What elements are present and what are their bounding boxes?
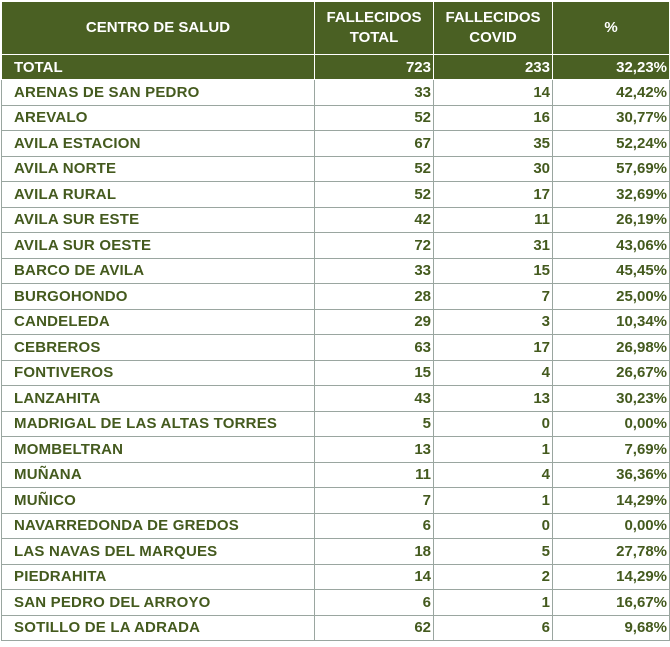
cell-percent: 14,29% bbox=[553, 488, 670, 514]
cell-centro: AVILA SUR ESTE bbox=[2, 207, 315, 233]
cell-centro: MADRIGAL DE LAS ALTAS TORRES bbox=[2, 411, 315, 437]
cell-centro: AVILA RURAL bbox=[2, 182, 315, 208]
cell-fallecidos-covid: 0 bbox=[434, 513, 553, 539]
total-fallecidos-total: 723 bbox=[315, 55, 434, 80]
cell-percent: 30,23% bbox=[553, 386, 670, 412]
table-row bbox=[2, 488, 670, 514]
cell-fallecidos-total: 11 bbox=[315, 462, 434, 488]
total-percent: 32,23% bbox=[553, 55, 670, 80]
table-row bbox=[2, 207, 670, 233]
cell-fallecidos-total: 42 bbox=[315, 207, 434, 233]
header-centro-de-salud: CENTRO DE SALUD bbox=[2, 2, 315, 55]
cell-fallecidos-covid: 14 bbox=[434, 80, 553, 106]
cell-percent: 10,34% bbox=[553, 309, 670, 335]
cell-fallecidos-covid: 31 bbox=[434, 233, 553, 259]
table-row bbox=[2, 309, 670, 335]
table-row bbox=[2, 564, 670, 590]
cell-percent: 16,67% bbox=[553, 590, 670, 616]
cell-percent: 26,19% bbox=[553, 207, 670, 233]
cell-fallecidos-total: 67 bbox=[315, 131, 434, 157]
cell-fallecidos-covid: 35 bbox=[434, 131, 553, 157]
cell-centro: AREVALO bbox=[2, 105, 315, 131]
cell-percent: 0,00% bbox=[553, 513, 670, 539]
cell-fallecidos-covid: 0 bbox=[434, 411, 553, 437]
cell-centro: CEBREROS bbox=[2, 335, 315, 361]
cell-percent: 43,06% bbox=[553, 233, 670, 259]
table-row bbox=[2, 360, 670, 386]
cell-fallecidos-total: 6 bbox=[315, 590, 434, 616]
cell-percent: 25,00% bbox=[553, 284, 670, 310]
cell-centro: MOMBELTRAN bbox=[2, 437, 315, 463]
table-row bbox=[2, 258, 670, 284]
cell-centro: CANDELEDA bbox=[2, 309, 315, 335]
cell-centro: PIEDRAHITA bbox=[2, 564, 315, 590]
total-label: TOTAL bbox=[2, 55, 315, 80]
cell-centro: FONTIVEROS bbox=[2, 360, 315, 386]
cell-fallecidos-total: 7 bbox=[315, 488, 434, 514]
cell-fallecidos-covid: 15 bbox=[434, 258, 553, 284]
cell-fallecidos-total: 52 bbox=[315, 156, 434, 182]
cell-fallecidos-total: 28 bbox=[315, 284, 434, 310]
cell-percent: 7,69% bbox=[553, 437, 670, 463]
cell-centro: BARCO DE AVILA bbox=[2, 258, 315, 284]
table-row bbox=[2, 284, 670, 310]
cell-percent: 0,00% bbox=[553, 411, 670, 437]
cell-fallecidos-total: 52 bbox=[315, 105, 434, 131]
cell-fallecidos-total: 52 bbox=[315, 182, 434, 208]
cell-percent: 26,67% bbox=[553, 360, 670, 386]
cell-centro: LAS NAVAS DEL MARQUES bbox=[2, 539, 315, 565]
table-row bbox=[2, 462, 670, 488]
table-row bbox=[2, 80, 670, 106]
table-row bbox=[2, 437, 670, 463]
cell-centro: BURGOHONDO bbox=[2, 284, 315, 310]
cell-fallecidos-covid: 1 bbox=[434, 437, 553, 463]
cell-fallecidos-covid: 1 bbox=[434, 590, 553, 616]
table-row bbox=[2, 386, 670, 412]
cell-centro: MUÑANA bbox=[2, 462, 315, 488]
cell-percent: 30,77% bbox=[553, 105, 670, 131]
table-row bbox=[2, 105, 670, 131]
cell-fallecidos-covid: 1 bbox=[434, 488, 553, 514]
cell-centro: NAVARREDONDA DE GREDOS bbox=[2, 513, 315, 539]
cell-centro: ARENAS DE SAN PEDRO bbox=[2, 80, 315, 106]
cell-percent: 42,42% bbox=[553, 80, 670, 106]
cell-percent: 57,69% bbox=[553, 156, 670, 182]
cell-percent: 26,98% bbox=[553, 335, 670, 361]
cell-fallecidos-total: 14 bbox=[315, 564, 434, 590]
cell-fallecidos-total: 29 bbox=[315, 309, 434, 335]
cell-fallecidos-covid: 30 bbox=[434, 156, 553, 182]
cell-percent: 9,68% bbox=[553, 615, 670, 641]
cell-fallecidos-covid: 7 bbox=[434, 284, 553, 310]
cell-fallecidos-covid: 2 bbox=[434, 564, 553, 590]
cell-fallecidos-total: 5 bbox=[315, 411, 434, 437]
cell-fallecidos-total: 43 bbox=[315, 386, 434, 412]
cell-percent: 14,29% bbox=[553, 564, 670, 590]
cell-fallecidos-total: 33 bbox=[315, 258, 434, 284]
table-row bbox=[2, 411, 670, 437]
cell-fallecidos-total: 62 bbox=[315, 615, 434, 641]
cell-fallecidos-covid: 17 bbox=[434, 182, 553, 208]
header-fallecidos-covid: FALLECIDOS COVID bbox=[434, 2, 553, 55]
table-row bbox=[2, 615, 670, 641]
table-row bbox=[2, 131, 670, 157]
header-row bbox=[2, 2, 670, 55]
cell-fallecidos-covid: 5 bbox=[434, 539, 553, 565]
cell-centro: SOTILLO DE LA ADRADA bbox=[2, 615, 315, 641]
cell-fallecidos-total: 72 bbox=[315, 233, 434, 259]
header-fallecidos-total: FALLECIDOS TOTAL bbox=[315, 2, 434, 55]
cell-centro: AVILA ESTACION bbox=[2, 131, 315, 157]
cell-centro: SAN PEDRO DEL ARROYO bbox=[2, 590, 315, 616]
cell-fallecidos-total: 33 bbox=[315, 80, 434, 106]
cell-fallecidos-total: 6 bbox=[315, 513, 434, 539]
cell-fallecidos-covid: 4 bbox=[434, 462, 553, 488]
cell-centro: MUÑICO bbox=[2, 488, 315, 514]
cell-percent: 27,78% bbox=[553, 539, 670, 565]
cell-fallecidos-total: 13 bbox=[315, 437, 434, 463]
cell-fallecidos-covid: 6 bbox=[434, 615, 553, 641]
header-percent: % bbox=[553, 2, 670, 55]
cell-fallecidos-covid: 3 bbox=[434, 309, 553, 335]
table-row bbox=[2, 335, 670, 361]
table-row bbox=[2, 182, 670, 208]
cell-fallecidos-total: 18 bbox=[315, 539, 434, 565]
cell-percent: 45,45% bbox=[553, 258, 670, 284]
cell-fallecidos-covid: 13 bbox=[434, 386, 553, 412]
table-row bbox=[2, 513, 670, 539]
cell-fallecidos-covid: 11 bbox=[434, 207, 553, 233]
table-row bbox=[2, 590, 670, 616]
cell-fallecidos-total: 15 bbox=[315, 360, 434, 386]
cell-percent: 52,24% bbox=[553, 131, 670, 157]
cell-centro: AVILA NORTE bbox=[2, 156, 315, 182]
cell-centro: AVILA SUR OESTE bbox=[2, 233, 315, 259]
total-fallecidos-covid: 233 bbox=[434, 55, 553, 80]
table-row bbox=[2, 156, 670, 182]
cell-fallecidos-covid: 17 bbox=[434, 335, 553, 361]
cell-fallecidos-covid: 4 bbox=[434, 360, 553, 386]
cell-fallecidos-total: 63 bbox=[315, 335, 434, 361]
total-row bbox=[2, 55, 670, 80]
table-row bbox=[2, 233, 670, 259]
cell-percent: 32,69% bbox=[553, 182, 670, 208]
cell-fallecidos-covid: 16 bbox=[434, 105, 553, 131]
cell-centro: LANZAHITA bbox=[2, 386, 315, 412]
fallecidos-table bbox=[1, 1, 670, 641]
table-row bbox=[2, 539, 670, 565]
cell-percent: 36,36% bbox=[553, 462, 670, 488]
